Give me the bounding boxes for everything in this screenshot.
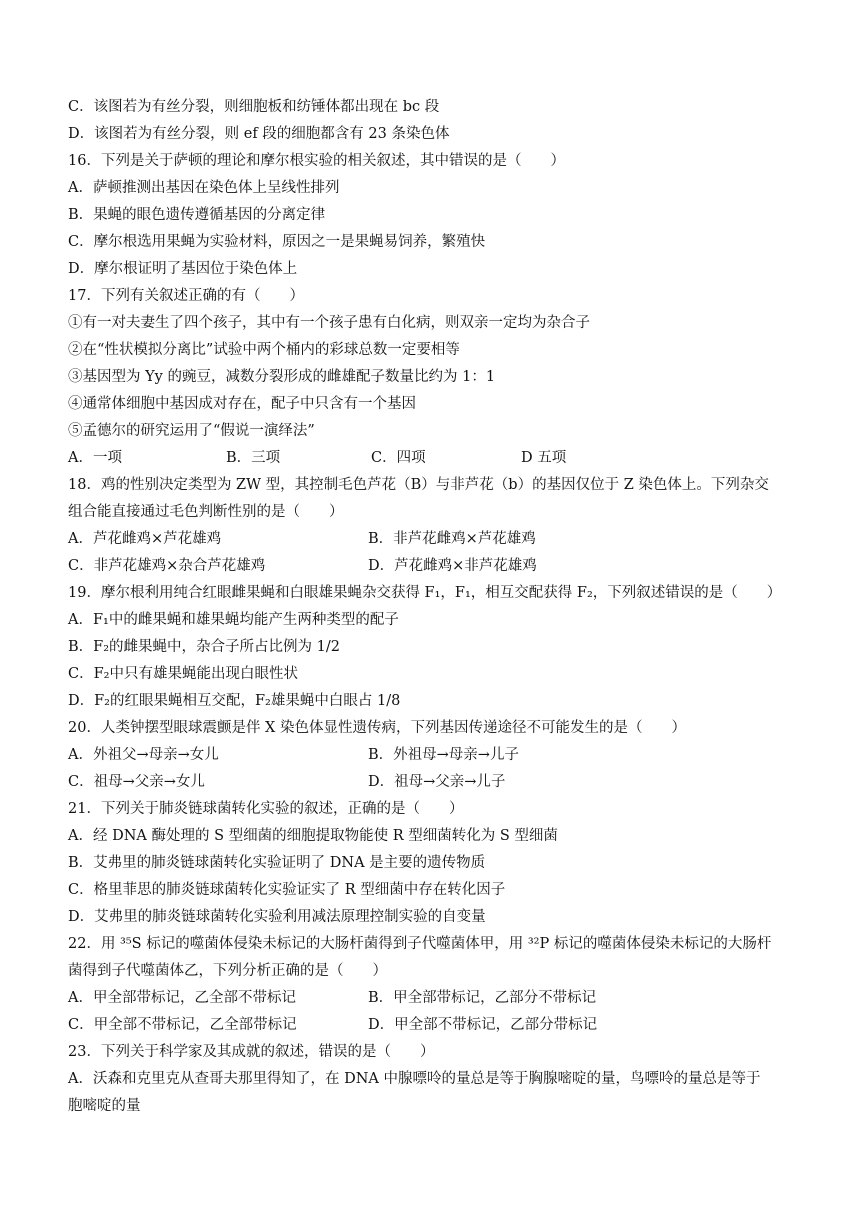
question-18-cont: 组合能直接通过毛色判断性别的是（ ） bbox=[68, 504, 344, 520]
option-c: C．格里菲思的肺炎链球菌转化实验证实了 R 型细菌中存在转化因子 bbox=[68, 882, 506, 898]
option-c: C．该图若为有丝分裂，则细胞板和纺锤体都出现在 bc 段 bbox=[68, 99, 440, 115]
option-d: D．芦花雌鸡×非芦花雄鸡 bbox=[368, 558, 537, 574]
question-18-options-row2 bbox=[68, 553, 808, 580]
option-a: A．外祖父→母亲→女儿 bbox=[68, 747, 219, 763]
question-22-options-row1 bbox=[68, 985, 808, 1012]
option-b: B．艾弗里的肺炎链球菌转化实验证明了 DNA 是主要的遗传物质 bbox=[68, 855, 486, 871]
question-20-options-row2 bbox=[68, 769, 808, 796]
question-19: 19．摩尔根利用纯合红眼雌果蝇和白眼雄果蝇杂交获得 F₁，F₁，相互交配获得 F₂，下列叙述错误的是（ ） bbox=[68, 585, 782, 601]
option-d: D．该图若为有丝分裂，则 ef 段的细胞都含有 23 条染色体 bbox=[68, 126, 450, 142]
statement-1: ①有一对夫妻生了四个孩子，其中有一个孩子患有白化病，则双亲一定均为杂合子 bbox=[68, 315, 590, 331]
statement-5: ⑤孟德尔的研究运用了“假说一演绎法” bbox=[68, 423, 315, 439]
question-22-cont: 菌得到子代噬菌体乙，下列分析正确的是（ ） bbox=[68, 963, 387, 979]
option-d: D．祖母→父亲→儿子 bbox=[368, 774, 506, 790]
option-b: B．外祖母→母亲→儿子 bbox=[368, 747, 519, 763]
option-c: C．摩尔根选用果蝇为实验材料，原因之一是果蝇易饲养，繁殖快 bbox=[68, 234, 486, 250]
question-20-options-row1 bbox=[68, 742, 808, 769]
option-c: C．F₂中只有雄果蝇能出现白眼性状 bbox=[68, 666, 298, 682]
option-d: D．艾弗里的肺炎链球菌转化实验利用减法原理控制实验的自变量 bbox=[68, 909, 486, 925]
option-b: B．果蝇的眼色遗传遵循基因的分离定律 bbox=[68, 207, 326, 223]
question-20: 20．人类钟摆型眼球震颤是伴 X 染色体显性遗传病，下列基因传递途径不可能发生的是（ ） bbox=[68, 720, 686, 736]
statement-4: ④通常体细胞中基因成对存在，配子中只含有一个基因 bbox=[68, 396, 416, 412]
question-16: 16．下列是关于萨顿的理论和摩尔根实验的相关叙述，其中错误的是（ ） bbox=[68, 153, 565, 169]
option-a: A．萨顿推测出基因在染色体上呈线性排列 bbox=[68, 180, 340, 196]
option-d: D．摩尔根证明了基因位于染色体上 bbox=[68, 261, 298, 277]
question-18-options-row1 bbox=[68, 526, 808, 553]
option-c: C．祖母→父亲→女儿 bbox=[68, 774, 205, 790]
option-b: B．甲全部带标记，乙部分不带标记 bbox=[368, 990, 597, 1006]
option-a: A．F₁中的雌果蝇和雄果蝇均能产生两种类型的配子 bbox=[68, 612, 399, 628]
option-a: A．沃森和克里克从查哥夫那里得知了，在 DNA 中腺嘌呤的量总是等于胸腺嘧啶的量，鸟嘌呤的量总是等于 bbox=[68, 1071, 761, 1087]
option-d: D 五项 bbox=[521, 450, 567, 466]
question-21: 21．下列关于肺炎链球菌转化实验的叙述，正确的是（ ） bbox=[68, 801, 464, 817]
option-a: A．芦花雌鸡×芦花雄鸡 bbox=[68, 531, 222, 547]
option-a-cont: 胞嘧啶的量 bbox=[68, 1098, 141, 1114]
question-17: 17．下列有关叙述正确的有（ ） bbox=[68, 288, 304, 304]
question-18: 18．鸡的性别决定类型为 ZW 型，其控制毛色芦花（B）与非芦花（b）的基因仅位于 Z 染色体上。下列杂交 bbox=[68, 477, 769, 493]
question-17-options bbox=[68, 445, 808, 472]
option-d: D．F₂的红眼果蝇相互交配，F₂雄果蝇中白眼占 1/8 bbox=[68, 693, 401, 709]
option-c: C．甲全部不带标记，乙全部带标记 bbox=[68, 1017, 297, 1033]
question-22-options-row2 bbox=[68, 1012, 808, 1039]
option-b: B．非芦花雌鸡×芦花雄鸡 bbox=[368, 531, 536, 547]
document-page bbox=[68, 94, 808, 1120]
option-b: B．F₂的雌果蝇中，杂合子所占比例为 1/2 bbox=[68, 639, 340, 655]
question-22: 22．用 ³⁵S 标记的噬菌体侵染未标记的大肠杆菌得到子代噬菌体甲，用 ³²P 标记的噬菌体侵染未标记的大肠杆 bbox=[68, 936, 772, 952]
option-c: C．非芦花雄鸡×杂合芦花雄鸡 bbox=[68, 558, 266, 574]
option-c: C．四项 bbox=[371, 450, 426, 466]
option-d: D．甲全部不带标记，乙部分带标记 bbox=[368, 1017, 598, 1033]
question-23: 23．下列关于科学家及其成就的叙述，错误的是（ ） bbox=[68, 1044, 435, 1060]
statement-2: ②在“性状模拟分离比”试验中两个桶内的彩球总数一定要相等 bbox=[68, 342, 460, 358]
statement-3: ③基因型为 Yy 的豌豆，减数分裂形成的雌雄配子数量比约为 1：1 bbox=[68, 369, 496, 385]
option-a: A．一项 bbox=[68, 450, 122, 466]
option-b: B．三项 bbox=[226, 450, 281, 466]
option-a: A．甲全部带标记，乙全部不带标记 bbox=[68, 990, 296, 1006]
option-a: A．经 DNA 酶处理的 S 型细菌的细胞提取物能使 R 型细菌转化为 S 型细菌 bbox=[68, 828, 558, 844]
